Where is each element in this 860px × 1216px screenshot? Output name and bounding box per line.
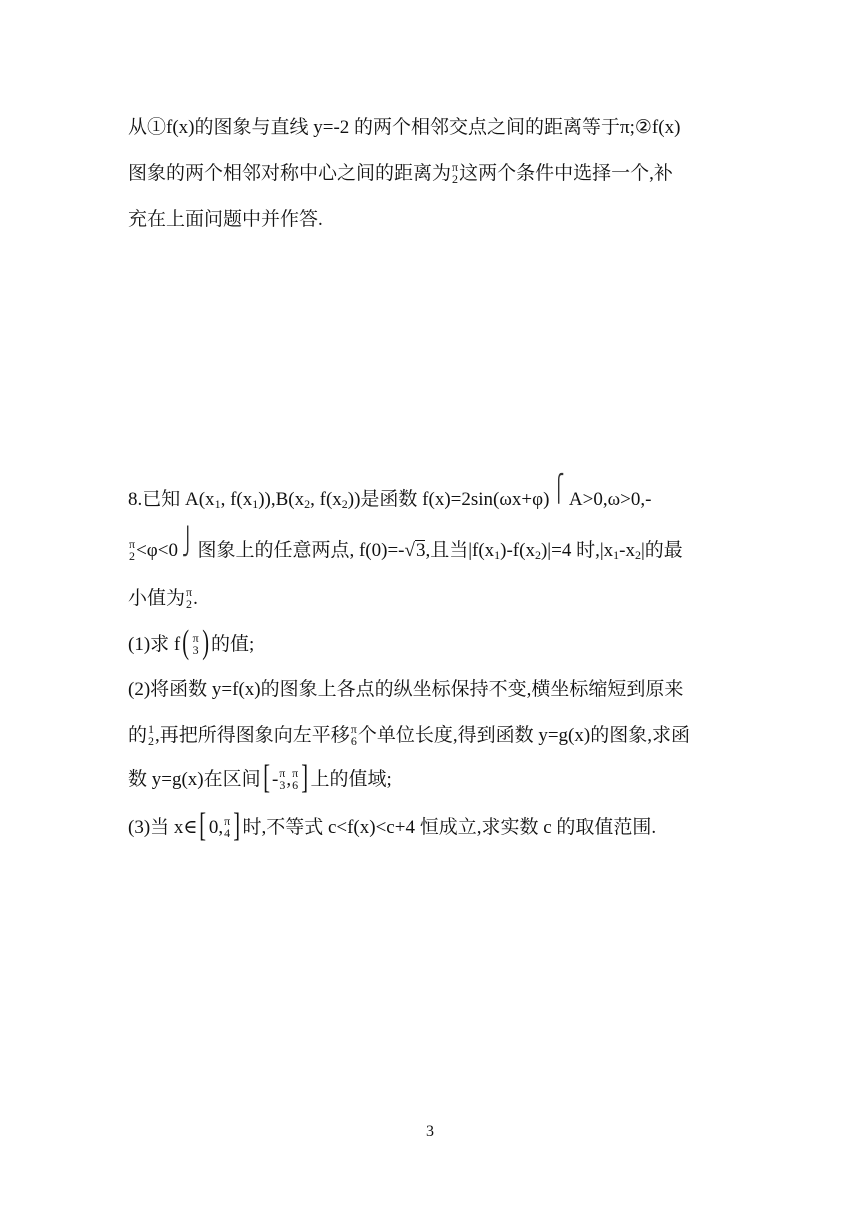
- problem-text: )-f(x: [500, 540, 535, 561]
- fraction-numerator: π: [279, 765, 286, 780]
- question-2-line-2: [128, 722, 690, 750]
- subscript: 1: [494, 548, 501, 562]
- right-bracket: ]: [233, 806, 241, 844]
- problem-text: -x: [619, 540, 635, 561]
- intro-text: 这两个条件中选择一个,补: [459, 163, 673, 184]
- question-text: 上的值域;: [310, 769, 392, 790]
- question-text: 个单位长度,得到函数 y=g(x)的图象,求函: [357, 725, 690, 746]
- close-brace: ⎭: [181, 526, 194, 556]
- fraction-numerator: π: [224, 813, 231, 828]
- question-text: 的: [128, 725, 148, 746]
- sqrt-symbol: √: [404, 540, 415, 561]
- subscript: 2: [341, 497, 348, 511]
- intro-text: 图象的两个相邻对称中心之间的距离为: [128, 163, 452, 184]
- fraction-numerator: π: [350, 721, 357, 736]
- fraction: [351, 723, 357, 747]
- subscript: 1: [252, 497, 259, 511]
- problem-text: .: [193, 588, 198, 609]
- fraction: [193, 632, 199, 656]
- open-brace: ⎧: [553, 473, 566, 503]
- problem-text: )|=4 时,|x: [540, 540, 614, 561]
- fraction-numerator: π: [129, 536, 136, 551]
- interval-start: 0,: [208, 817, 224, 838]
- subscript: 1: [613, 548, 620, 562]
- problem8-line-3: [128, 585, 198, 613]
- problem-text: 8.已知 A(x: [128, 489, 215, 510]
- problem-text: ,且当|f(x: [425, 540, 495, 561]
- fraction-numerator: π: [452, 159, 459, 174]
- question-text: (1)求 f: [128, 634, 181, 655]
- fraction-denominator: 3: [279, 777, 286, 792]
- intro-line-2: [128, 160, 673, 188]
- fraction: [279, 767, 285, 791]
- fraction-numerator: π: [186, 584, 193, 599]
- left-paren: (: [182, 623, 190, 661]
- minus-sign: -: [271, 769, 279, 790]
- problem-text: )),B(x: [258, 489, 305, 510]
- problem8-line-2: [128, 526, 683, 569]
- left-bracket: [: [262, 758, 270, 796]
- problem-text: <φ<0: [136, 540, 178, 561]
- question-text: (2)将函数 y=f(x)的图象上各点的纵坐标保持不变,横坐标缩短到原来: [128, 679, 684, 700]
- problem-text: 图象上的任意两点, f(0)=-: [197, 540, 405, 561]
- problem-text: ))是函数 f(x)=2sin(ωx+φ): [347, 489, 550, 510]
- subscript: 2: [634, 548, 641, 562]
- fraction: [224, 815, 230, 839]
- fraction-denominator: 2: [452, 171, 459, 186]
- fraction-denominator: 6: [292, 777, 299, 792]
- question-1: [128, 623, 255, 661]
- sqrt-radicand: 3: [415, 540, 426, 561]
- problem-text: , f(x: [310, 489, 342, 510]
- right-paren: ): [201, 623, 209, 661]
- question-text: 时,不等式 c<f(x)<c+4 恒成立,求实数 c 的取值范围.: [242, 817, 657, 838]
- question-text: (3)当 x∈: [128, 817, 198, 838]
- fraction-numerator: π: [292, 765, 299, 780]
- fraction-denominator: 3: [192, 642, 199, 657]
- page-number: 3: [426, 1123, 434, 1140]
- subscript: 2: [304, 497, 311, 511]
- fraction-denominator: 4: [224, 825, 231, 840]
- subscript: 2: [534, 548, 541, 562]
- intro-text: 充在上面问题中并作答.: [128, 209, 323, 230]
- problem-text: |的最: [640, 540, 683, 561]
- fraction: [186, 586, 192, 610]
- comma: ,: [286, 769, 292, 790]
- question-2-line-3: [128, 758, 392, 796]
- problem-text: , f(x: [220, 489, 253, 510]
- fraction-denominator: 2: [129, 548, 136, 563]
- fraction: [452, 161, 458, 185]
- intro-line-1: [128, 114, 680, 142]
- subscript: 1: [214, 497, 221, 511]
- question-2-line-1: [128, 676, 683, 704]
- problem-text: A>0,ω>0,-: [568, 489, 652, 510]
- question-text: 数 y=g(x)在区间: [128, 769, 261, 790]
- fraction: [129, 538, 135, 562]
- fraction: [148, 723, 154, 747]
- problem8-line-1: [128, 473, 652, 518]
- fraction-denominator: 2: [186, 596, 193, 611]
- intro-text: 从①f(x)的图象与直线 y=-2 的两个相邻交点之间的距离等于π;②f(x): [128, 117, 681, 138]
- question-3: [128, 806, 657, 844]
- problem-text: 小值为: [128, 588, 186, 609]
- left-bracket: [: [199, 806, 207, 844]
- intro-line-3: [128, 206, 323, 234]
- fraction: [292, 767, 298, 791]
- fraction-denominator: 6: [350, 733, 357, 748]
- right-bracket: ]: [301, 758, 309, 796]
- fraction-denominator: 2: [148, 733, 155, 748]
- question-text: ,再把所得图象向左平移: [155, 725, 350, 746]
- fraction-numerator: 1: [148, 721, 155, 736]
- question-text: 的值;: [210, 634, 255, 655]
- fraction-numerator: π: [192, 630, 199, 645]
